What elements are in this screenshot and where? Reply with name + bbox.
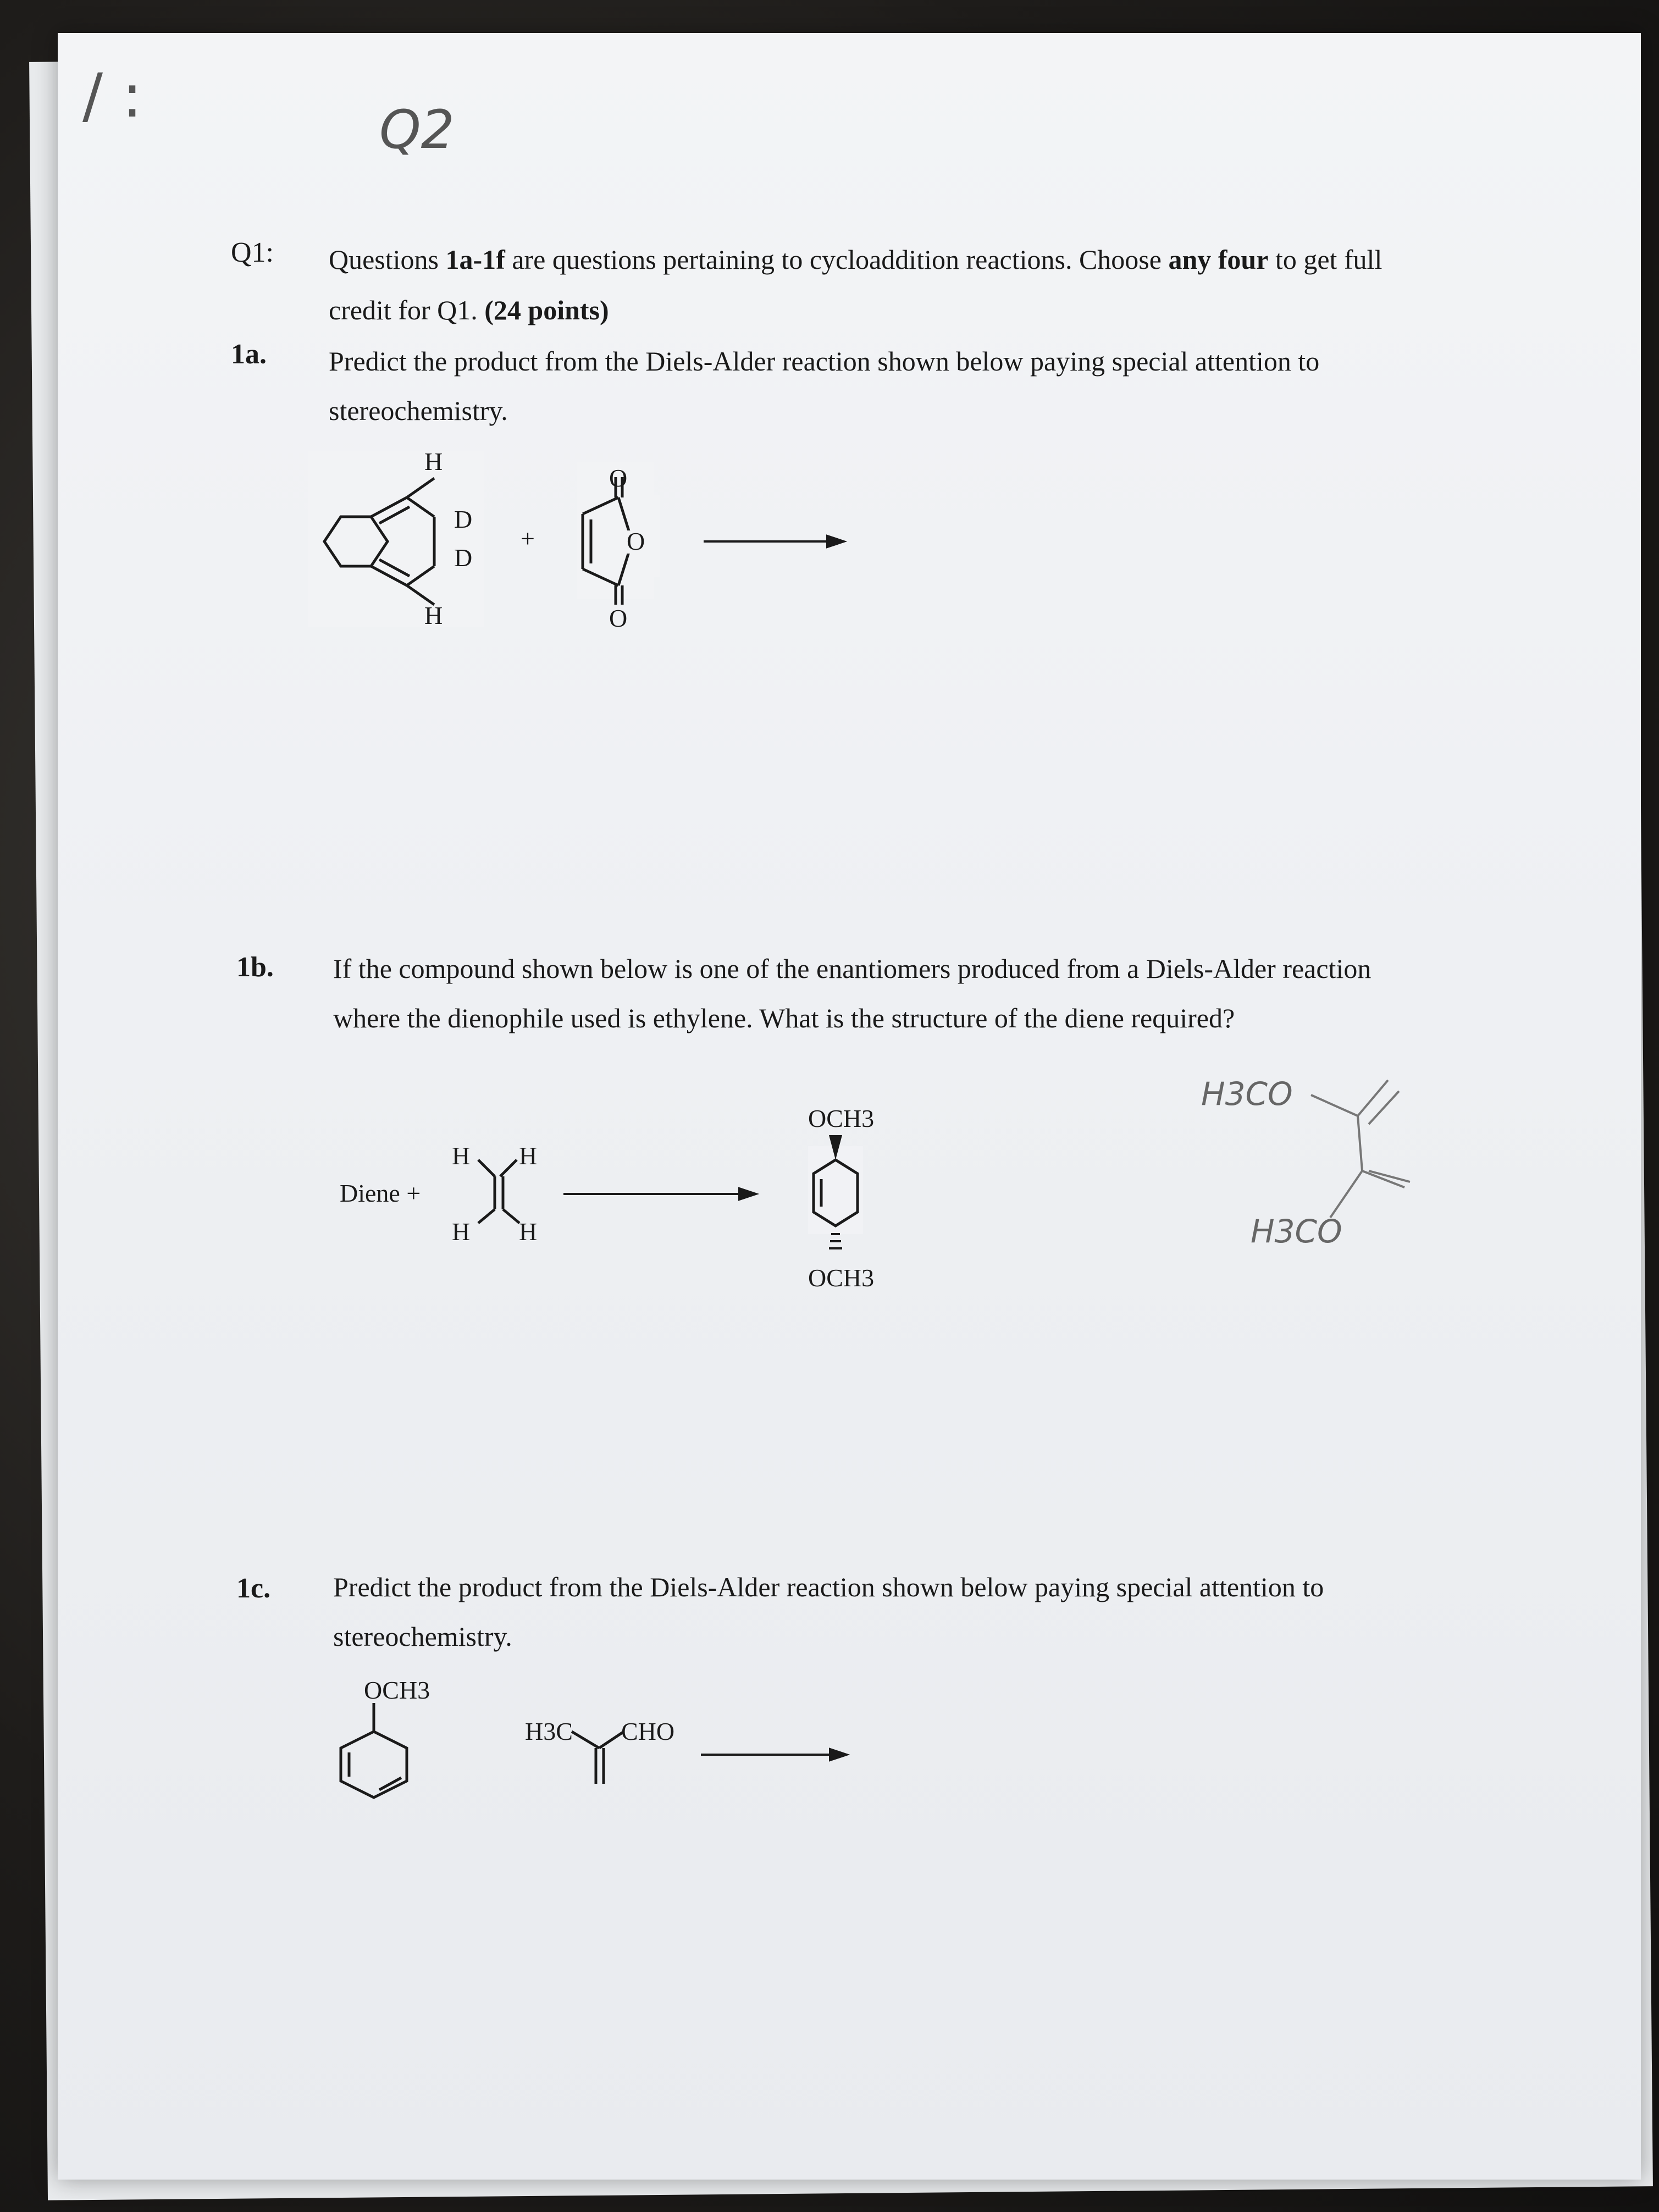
- corner-marks: / :: [82, 60, 143, 131]
- dienophile-1c-cho: CHO: [621, 1717, 675, 1745]
- product-1b-och3-bottom: OCH3: [808, 1264, 875, 1292]
- q1-text-b: 1a-1f: [445, 244, 505, 275]
- question-number-1b: 1b.: [236, 952, 274, 983]
- diene-1c-och3: OCH3: [364, 1676, 430, 1704]
- q1-text-e: to get full: [1268, 244, 1382, 275]
- ethylene-h3: H: [452, 1218, 471, 1246]
- diene-plus-label: Diene +: [340, 1179, 421, 1207]
- product-1b-och3-top: OCH3: [808, 1104, 875, 1132]
- dienophile-1a-o-ring: O: [627, 527, 645, 555]
- dienophile-1a-o-top: O: [609, 464, 628, 492]
- q1-text-c: are questions pertaining to cycloaddition reactions. Choose: [505, 244, 1169, 275]
- q1c-prompt-line2: stereochemistry.: [333, 1621, 512, 1652]
- diene-1a-h-bottom: H: [424, 601, 443, 629]
- question-number-1a: 1a.: [231, 339, 267, 370]
- ethylene-h2: H: [519, 1142, 538, 1170]
- diene-1a-h-top: H: [424, 447, 443, 475]
- question-number-1c: 1c.: [236, 1573, 271, 1604]
- q1a-prompt-line1: Predict the product from the Diels-Alder reaction shown below paying special attention to: [329, 346, 1320, 377]
- ethylene-h4: H: [519, 1218, 538, 1246]
- q1a-prompt-line2: stereochemistry.: [329, 395, 508, 426]
- plus-1a: +: [521, 524, 535, 552]
- q1b-prompt-line2: where the dienophile used is ethylene. What is the structure of the diene required?: [333, 1003, 1235, 1033]
- q1c-prompt-line1: Predict the product from the Diels-Alder reaction shown below paying special attention to: [333, 1572, 1324, 1602]
- q1-text-d: any four: [1168, 244, 1269, 275]
- diene-1a-d1: D: [454, 505, 473, 533]
- q1-points: (24 points): [484, 295, 609, 325]
- question-number-q1: Q1:: [231, 237, 274, 268]
- dienophile-1a-o-bottom: O: [609, 604, 628, 632]
- dienophile-1c-h3c: H3C: [525, 1717, 573, 1745]
- q1-text-f: credit for Q1.: [329, 295, 485, 325]
- diene-1a-d2: D: [454, 544, 473, 572]
- handwritten-page-label: Q2: [379, 99, 455, 161]
- q1b-prompt-line1: If the compound shown below is one of the enantiomers produced from a Diels-Alder reaction: [333, 953, 1372, 984]
- ethylene-h1: H: [452, 1142, 471, 1170]
- q1-text-a: Questions: [329, 244, 446, 275]
- handwritten-h3co-bottom: H3CO: [1251, 1213, 1342, 1250]
- handwritten-h3co-top: H3CO: [1201, 1075, 1293, 1113]
